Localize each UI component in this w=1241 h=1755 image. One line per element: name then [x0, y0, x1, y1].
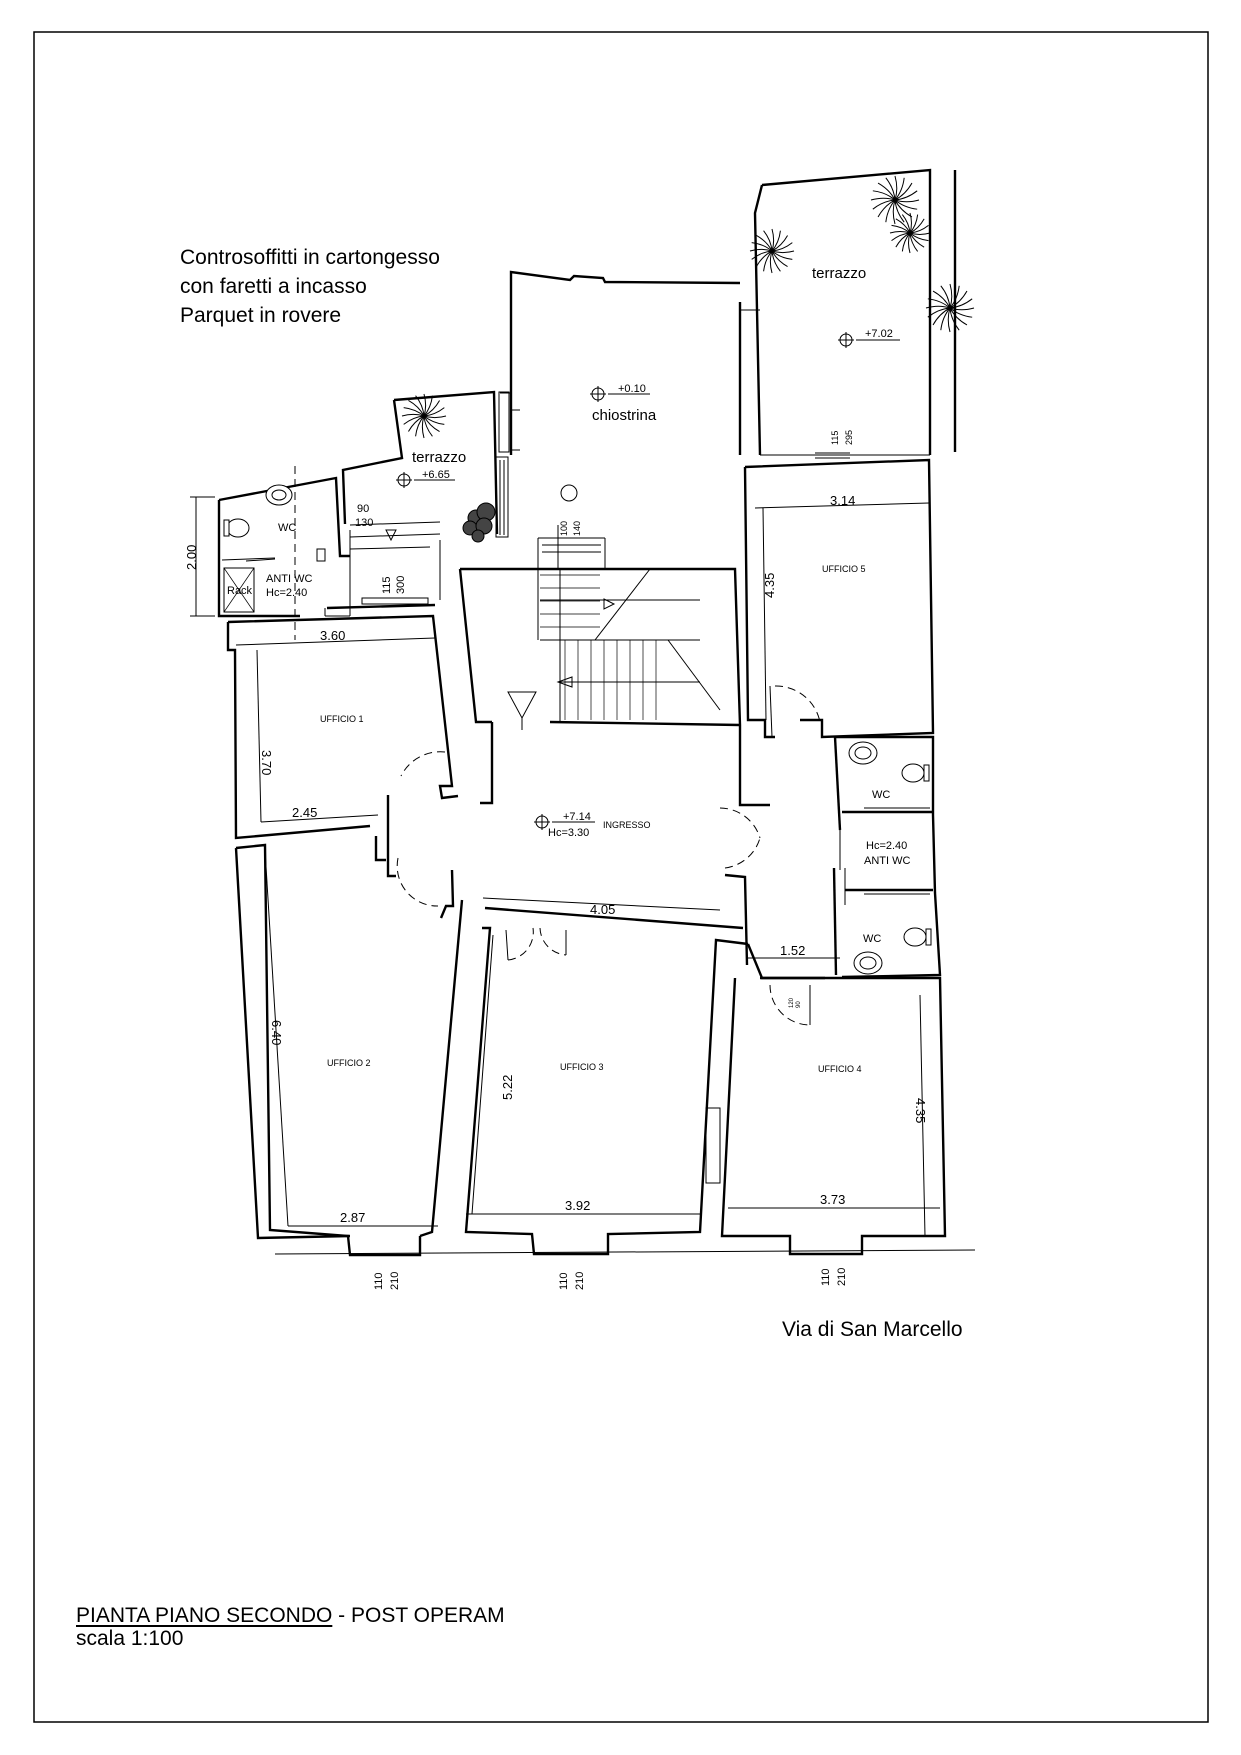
opening-u4-door-a: 120 [789, 997, 795, 1008]
room-label-chiostrina: chiostrina [592, 407, 657, 424]
opening-u4-door-b: 90 [796, 1001, 802, 1008]
dim-u5-height: 4.35 [762, 572, 777, 598]
dim-u4-height: 4.35 [913, 1098, 928, 1124]
level-label-terrazzo-small: +6.65 [422, 469, 450, 481]
ingresso [388, 722, 770, 965]
rack-label: Rack [227, 585, 253, 597]
room-label-wc-left: WC [278, 522, 297, 534]
construction-notes [180, 243, 440, 330]
opening-terrazzo-small-b: 130 [355, 517, 374, 529]
plant-icon [890, 213, 930, 253]
height-label-ingresso: Hc=3.30 [548, 827, 590, 839]
dim-corridor: 1.52 [780, 943, 806, 958]
dim-u4-width: 3.73 [820, 1192, 846, 1207]
room-label-ufficio-4: UFFICIO 4 [818, 1064, 862, 1074]
height-label-anti-wc-right: Hc=2.40 [866, 840, 908, 852]
dim-u3-width: 3.92 [565, 1198, 591, 1213]
opening-terrazzo-top-b: 295 [844, 429, 854, 445]
dim-ingresso-width: 4.05 [590, 902, 616, 917]
street-name: Via di San Marcello [782, 1318, 963, 1341]
drawing-title [76, 1604, 505, 1627]
room-label-terrazzo-top: terrazzo [812, 265, 867, 282]
opening-stair-b: 140 [572, 520, 582, 536]
opening-window-small-a: 115 [381, 576, 393, 594]
room-label-ingresso: INGRESSO [603, 820, 651, 830]
height-label-anti-wc-left: Hc=2.40 [266, 587, 308, 599]
opening-u2-b: 210 [389, 1271, 401, 1290]
dim-u5-width: 3.14 [830, 493, 856, 508]
street-facade [275, 1250, 975, 1254]
note-line-3: Parquet in rovere [180, 304, 342, 327]
chiostrina [499, 272, 740, 455]
dimension-lines [190, 497, 940, 1236]
opening-window-small-b: 300 [395, 575, 407, 594]
room-label-anti-wc-left: ANTI WC [266, 573, 313, 585]
dim-left-wc-height: 2.00 [184, 544, 199, 570]
dim-u1-height: 3.70 [259, 750, 274, 776]
plant-icon [871, 176, 919, 224]
ufficio-1 [228, 616, 458, 838]
plant-icon [402, 394, 446, 438]
room-label-anti-wc-right: ANTI WC [864, 855, 911, 867]
note-line-2: con faretti a incasso [180, 275, 367, 298]
shrub-icon [463, 503, 495, 542]
opening-u3-b: 210 [574, 1271, 586, 1290]
room-label-ufficio-3: UFFICIO 3 [560, 1062, 604, 1072]
toilet-icon [904, 928, 926, 946]
staircase [460, 485, 740, 730]
ufficio-2 [236, 836, 462, 1255]
room-label-wc-right-bottom: WC [863, 933, 882, 945]
plant-icon [926, 284, 974, 332]
toilet-icon [902, 764, 924, 782]
room-label-terrazzo-small: terrazzo [412, 449, 467, 466]
opening-u4-b: 210 [836, 1267, 848, 1286]
level-label-ingresso: +7.14 [563, 811, 591, 823]
drawing-title-suffix: - POST OPERAM [332, 1604, 505, 1627]
opening-u3-a: 110 [558, 1272, 570, 1290]
plant-icons [402, 176, 974, 542]
terrazzo-top [740, 170, 955, 455]
room-label-ufficio-1: UFFICIO 1 [320, 714, 364, 724]
title-block [76, 1604, 505, 1650]
room-label-wc-right-top: WC [872, 789, 891, 801]
opening-terrazzo-small-a: 90 [357, 503, 370, 515]
dim-u1-bottom: 2.45 [292, 805, 318, 820]
dim-u1-width: 3.60 [320, 628, 346, 643]
opening-stair-a: 100 [559, 520, 569, 536]
stair-treads [540, 575, 656, 720]
wc-block-left [219, 466, 440, 640]
opening-terrazzo-top-a: 115 [830, 430, 840, 445]
drawing-scale: scala 1:100 [76, 1627, 184, 1650]
opening-u2-a: 110 [373, 1272, 385, 1290]
dim-u2-width: 2.87 [340, 1210, 366, 1225]
note-line-1: Controsoffitti in cartongesso [180, 246, 440, 269]
drawing-title-main: PIANTA PIANO SECONDO [76, 1604, 333, 1627]
room-label-ufficio-2: UFFICIO 2 [327, 1058, 371, 1068]
toilet-icon [227, 519, 249, 537]
dim-u2-height: 6.40 [269, 1020, 284, 1046]
level-label-chiostrina: +0.10 [618, 383, 646, 395]
opening-u4-a: 110 [820, 1268, 832, 1286]
dim-u3-height: 5.22 [500, 1074, 515, 1100]
room-label-ufficio-5: UFFICIO 5 [822, 564, 866, 574]
level-label-terrazzo-top: +7.02 [865, 328, 893, 340]
